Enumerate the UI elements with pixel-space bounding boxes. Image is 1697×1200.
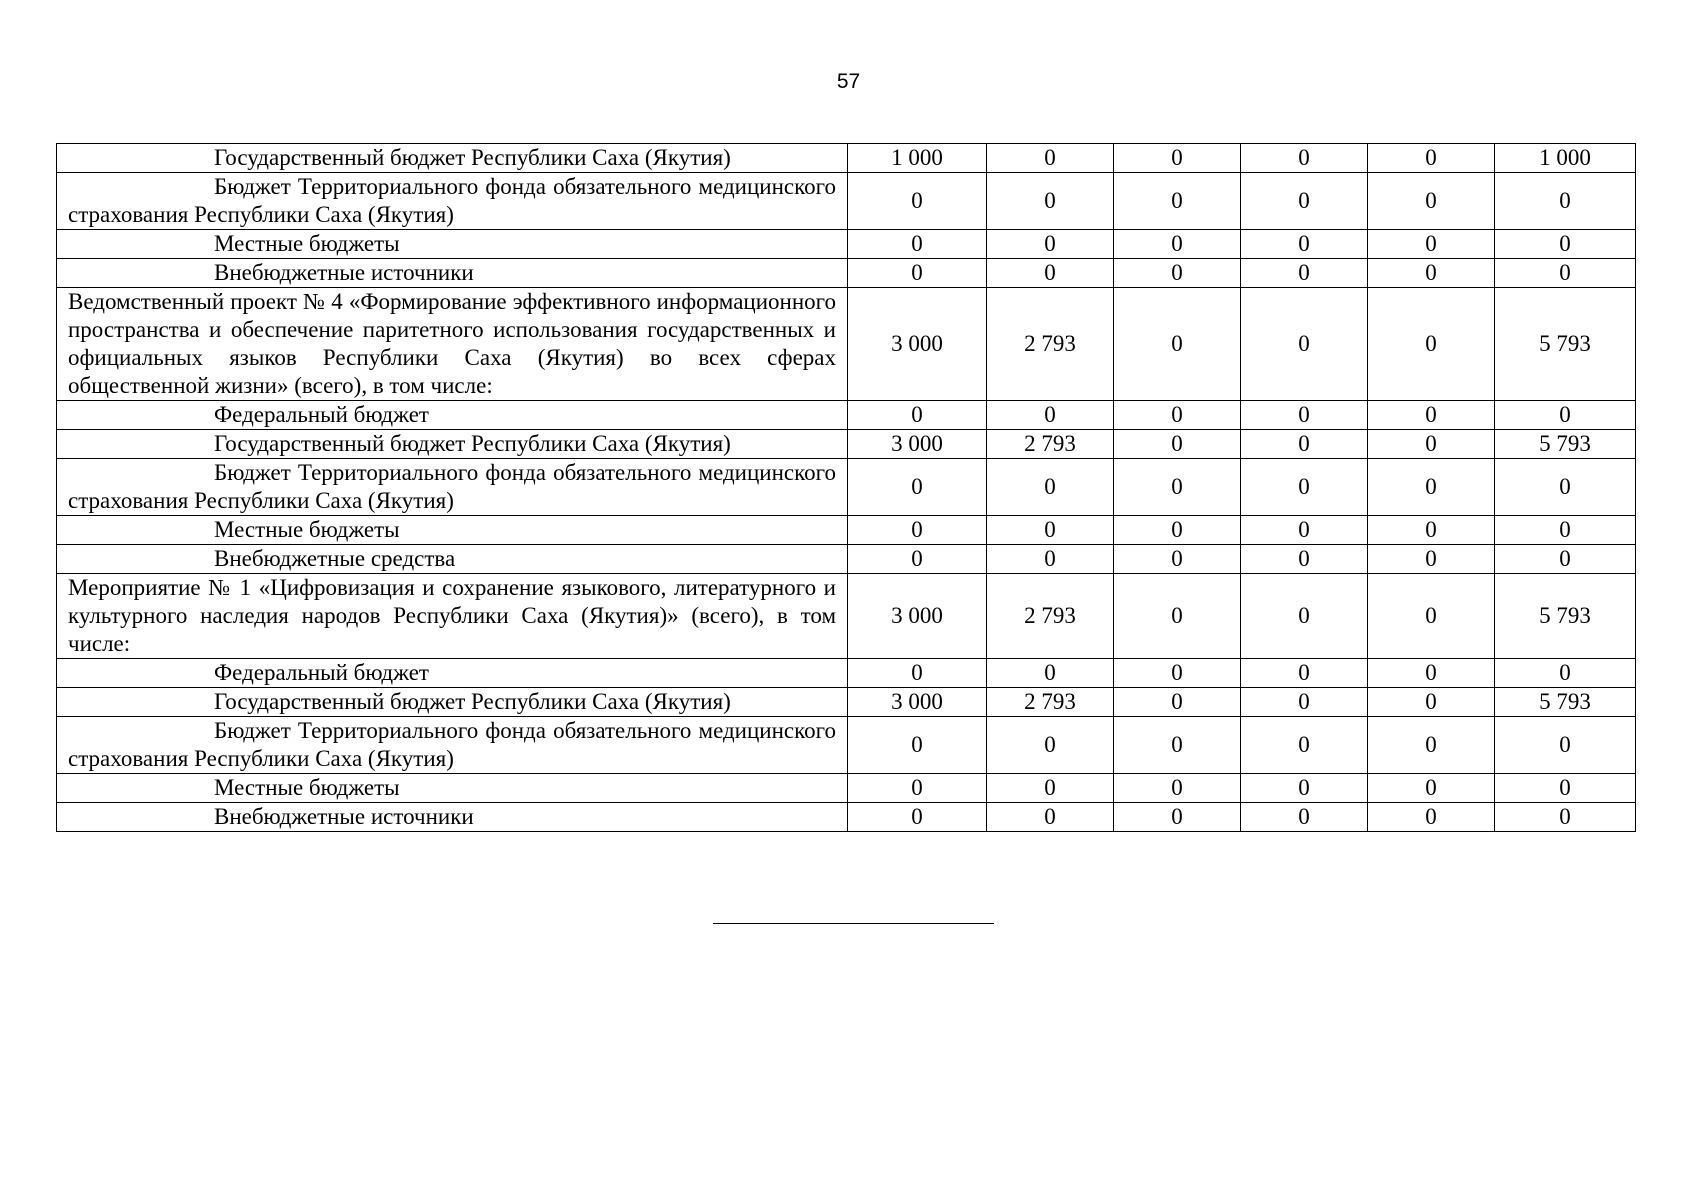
row-label: Государственный бюджет Республики Саха (Якутия) — [57, 144, 848, 173]
value-cell: 0 — [1241, 230, 1368, 259]
value-cell: 0 — [1368, 288, 1495, 401]
value-cell: 0 — [848, 173, 987, 230]
value-cell: 0 — [1241, 774, 1368, 803]
value-cell: 0 — [1368, 659, 1495, 688]
value-cell: 0 — [1114, 688, 1241, 717]
row-label: Местные бюджеты — [57, 774, 848, 803]
table-row — [57, 459, 1636, 516]
value-cell: 0 — [987, 259, 1114, 288]
value-cell: 0 — [1114, 230, 1241, 259]
value-cell: 0 — [1114, 401, 1241, 430]
row-label: Внебюджетные источники — [57, 259, 848, 288]
value-cell: 1 000 — [1495, 144, 1636, 173]
value-cell: 2 793 — [987, 574, 1114, 659]
value-cell: 5 793 — [1495, 574, 1636, 659]
value-cell: 0 — [1114, 144, 1241, 173]
row-label: Государственный бюджет Республики Саха (Якутия) — [57, 688, 848, 717]
value-cell: 0 — [1495, 717, 1636, 774]
row-label: Местные бюджеты — [57, 230, 848, 259]
value-cell: 0 — [848, 516, 987, 545]
value-cell: 0 — [1241, 259, 1368, 288]
table-row — [57, 717, 1636, 774]
value-cell: 0 — [1114, 516, 1241, 545]
value-cell: 0 — [1114, 259, 1241, 288]
value-cell: 0 — [987, 803, 1114, 832]
table-row — [57, 401, 1636, 430]
value-cell: 0 — [1368, 717, 1495, 774]
value-cell: 2 793 — [987, 430, 1114, 459]
value-cell: 0 — [1241, 688, 1368, 717]
value-cell: 0 — [1241, 545, 1368, 574]
value-cell: 0 — [1495, 803, 1636, 832]
table-row — [57, 259, 1636, 288]
value-cell: 0 — [848, 659, 987, 688]
value-cell: 0 — [1241, 430, 1368, 459]
value-cell: 0 — [987, 230, 1114, 259]
value-cell: 0 — [1114, 430, 1241, 459]
value-cell: 0 — [1495, 459, 1636, 516]
value-cell: 0 — [1495, 659, 1636, 688]
value-cell: 0 — [1368, 574, 1495, 659]
value-cell: 0 — [1495, 774, 1636, 803]
table-row — [57, 574, 1636, 659]
value-cell: 0 — [1114, 288, 1241, 401]
table-row — [57, 173, 1636, 230]
value-cell: 0 — [1114, 717, 1241, 774]
value-cell: 0 — [1114, 574, 1241, 659]
value-cell: 0 — [1114, 659, 1241, 688]
value-cell: 0 — [1114, 173, 1241, 230]
value-cell: 0 — [1241, 144, 1368, 173]
value-cell: 0 — [1241, 516, 1368, 545]
value-cell: 0 — [1495, 173, 1636, 230]
value-cell: 0 — [848, 717, 987, 774]
value-cell: 0 — [1114, 459, 1241, 516]
value-cell: 0 — [987, 401, 1114, 430]
value-cell: 0 — [1241, 803, 1368, 832]
value-cell: 0 — [1368, 516, 1495, 545]
table-row — [57, 144, 1636, 173]
budget-table — [56, 143, 1636, 832]
value-cell: 0 — [987, 545, 1114, 574]
value-cell: 0 — [1114, 803, 1241, 832]
value-cell: 0 — [1114, 545, 1241, 574]
table-body — [57, 144, 1636, 832]
table-row — [57, 230, 1636, 259]
value-cell: 5 793 — [1495, 430, 1636, 459]
value-cell: 0 — [987, 173, 1114, 230]
value-cell: 0 — [1368, 774, 1495, 803]
row-label: Местные бюджеты — [57, 516, 848, 545]
value-cell: 0 — [1495, 545, 1636, 574]
value-cell: 0 — [848, 459, 987, 516]
value-cell: 0 — [1368, 688, 1495, 717]
value-cell: 3 000 — [848, 688, 987, 717]
value-cell: 0 — [987, 144, 1114, 173]
table-row — [57, 688, 1636, 717]
value-cell: 0 — [848, 803, 987, 832]
value-cell: 3 000 — [848, 574, 987, 659]
value-cell: 3 000 — [848, 288, 987, 401]
value-cell: 0 — [987, 774, 1114, 803]
value-cell: 0 — [1114, 774, 1241, 803]
value-cell: 0 — [1241, 401, 1368, 430]
row-label: Внебюджетные источники — [57, 803, 848, 832]
value-cell: 0 — [1241, 459, 1368, 516]
value-cell: 0 — [1241, 574, 1368, 659]
value-cell: 0 — [987, 516, 1114, 545]
row-label: Бюджет Территориального фонда обязательного медицинского страхования Республики Саха (Якутия) — [57, 173, 848, 230]
row-label: Государственный бюджет Республики Саха (Якутия) — [57, 430, 848, 459]
table-row — [57, 430, 1636, 459]
value-cell: 0 — [1495, 259, 1636, 288]
value-cell: 2 793 — [987, 288, 1114, 401]
value-cell: 1 000 — [848, 144, 987, 173]
row-label: Федеральный бюджет — [57, 659, 848, 688]
value-cell: 0 — [1368, 259, 1495, 288]
value-cell: 5 793 — [1495, 688, 1636, 717]
value-cell: 0 — [1241, 288, 1368, 401]
value-cell: 0 — [987, 659, 1114, 688]
table-row — [57, 803, 1636, 832]
end-rule — [713, 923, 994, 924]
page-number: 57 — [836, 70, 861, 93]
value-cell: 0 — [1495, 516, 1636, 545]
row-label: Федеральный бюджет — [57, 401, 848, 430]
value-cell: 0 — [1368, 545, 1495, 574]
value-cell: 0 — [1241, 173, 1368, 230]
row-label: Бюджет Территориального фонда обязательного медицинского страхования Республики Саха (Якутия) — [57, 459, 848, 516]
value-cell: 0 — [987, 459, 1114, 516]
value-cell: 0 — [848, 545, 987, 574]
value-cell: 0 — [1495, 401, 1636, 430]
value-cell: 0 — [1368, 144, 1495, 173]
value-cell: 5 793 — [1495, 288, 1636, 401]
value-cell: 0 — [1368, 430, 1495, 459]
row-label: Мероприятие № 1 «Цифровизация и сохранение языкового, литературного и культурного наследия народов Республики Саха (Якутия)» (всего), в том числе: — [57, 574, 848, 659]
row-label: Бюджет Территориального фонда обязательного медицинского страхования Республики Саха (Якутия) — [57, 717, 848, 774]
value-cell: 0 — [848, 401, 987, 430]
table-row — [57, 516, 1636, 545]
table-row — [57, 659, 1636, 688]
value-cell: 0 — [1368, 230, 1495, 259]
value-cell: 0 — [987, 717, 1114, 774]
value-cell: 3 000 — [848, 430, 987, 459]
table-row — [57, 545, 1636, 574]
value-cell: 0 — [848, 259, 987, 288]
row-label: Ведомственный проект № 4 «Формирование эффективного информационного пространства и обеспечение паритетного использования государственных и официальных языков Республики Саха (Якутия) во всех сферах общественной жизни» (всего), в том числе: — [57, 288, 848, 401]
value-cell: 0 — [1495, 230, 1636, 259]
table-row — [57, 288, 1636, 401]
value-cell: 0 — [1368, 173, 1495, 230]
value-cell: 0 — [1368, 401, 1495, 430]
value-cell: 0 — [1241, 717, 1368, 774]
value-cell: 0 — [848, 230, 987, 259]
row-label: Внебюджетные средства — [57, 545, 848, 574]
value-cell: 0 — [848, 774, 987, 803]
value-cell: 2 793 — [987, 688, 1114, 717]
table-row — [57, 774, 1636, 803]
value-cell: 0 — [1368, 803, 1495, 832]
value-cell: 0 — [1241, 659, 1368, 688]
value-cell: 0 — [1368, 459, 1495, 516]
